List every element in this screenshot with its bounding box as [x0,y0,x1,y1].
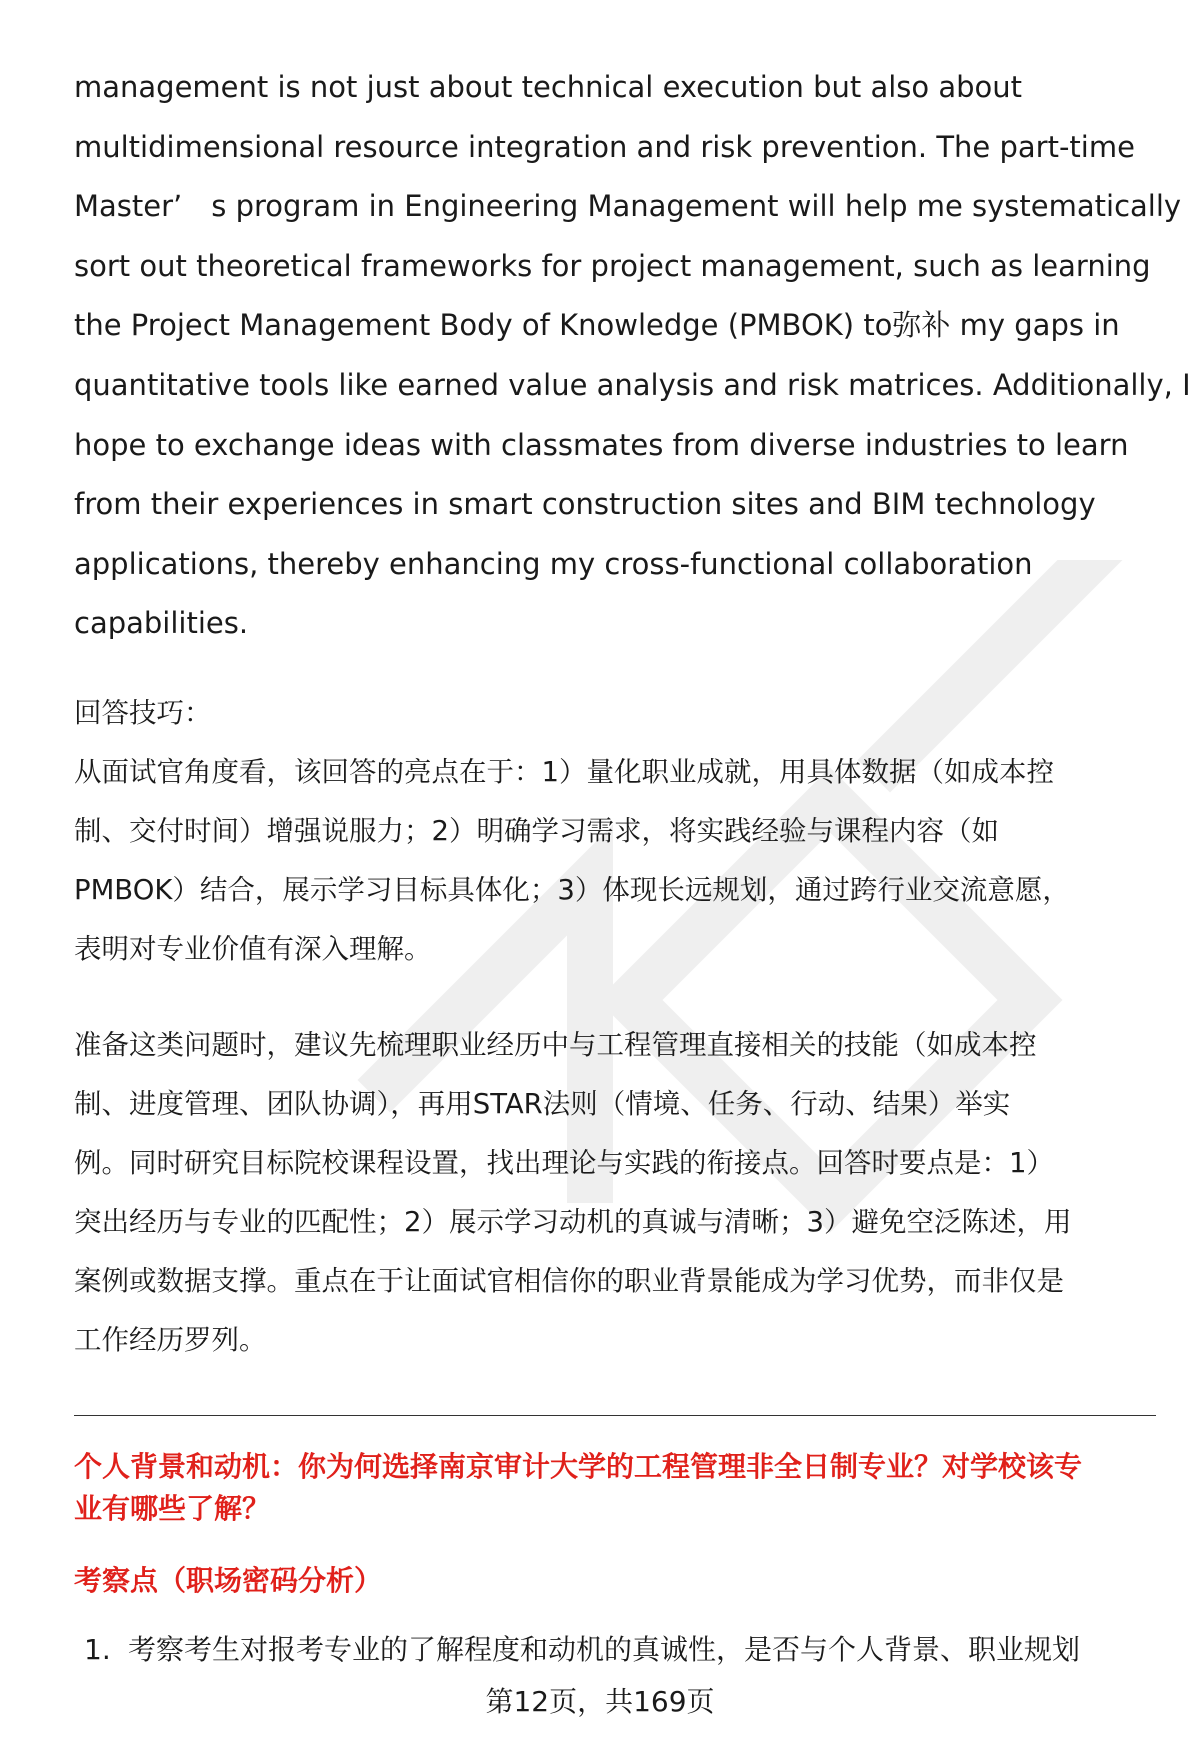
analysis-heading: 考察点（职场密码分析） [74,1564,383,1597]
text-line: applications, thereby enhancing my cross-functional collaboration [74,546,1033,581]
question-title [74,1446,1164,1530]
text-line: from their experiences in smart construction sites and BIM technology [74,487,1096,522]
question-title-line: 个人背景和动机：你为何选择南京审计大学的工程管理非全日制专业？对学校该专 [74,1450,1083,1483]
text-line: 准备这类问题时，建议先梳理职业经历中与工程管理直接相关的技能（如成本控 [74,1029,1037,1061]
text-line: 工作经历罗列。 [74,1324,267,1356]
text-line: 例。同时研究目标院校课程设置，找出理论与实践的衔接点。回答时要点是：1） [74,1147,1054,1179]
text-line: 从面试官角度看，该回答的亮点在于：1）量化职业成就，用具体数据（如成本控 [74,756,1054,788]
text-line: PMBOK）结合，展示学习目标具体化；3）体现长远规划，通过跨行业交流意愿， [74,874,1070,906]
text-line: multidimensional resource integration and risk prevention. The part-time [74,129,1135,164]
english-answer-block [74,58,1191,654]
text-line: the Project Management Body of Knowledge (PMBOK) to弥补 my gaps in [74,308,1120,343]
list-item-text: 考察考生对报考专业的了解程度和动机的真诚性，是否与个人背景、职业规划 [128,1633,1081,1666]
text-line: Master’ s program in Engineering Management will help me systematically [74,189,1182,224]
text-line: 制、交付时间）增强说服力；2）明确学习需求，将实践经验与课程内容（如 [74,815,999,847]
english-paragraph [74,58,1191,654]
text-line: capabilities. [74,606,249,641]
question-title-line: 业有哪些了解？ [74,1492,271,1525]
tips-heading: 回答技巧： [74,697,212,729]
text-line: 突出经历与专业的匹配性；2）展示学习动机的真诚与清晰；3）避免空泛陈述，用 [74,1206,1072,1238]
section-divider [74,1415,1156,1416]
list-item-number: 1. [84,1633,111,1666]
page-footer: 第12页，共169页 [485,1685,715,1718]
text-line: management is not just about technical execution but also about [74,70,1023,104]
text-line: 表明对专业价值有深入理解。 [74,933,432,965]
text-line: sort out theoretical frameworks for project management, such as learning [74,248,1151,283]
text-line: 制、进度管理、团队协调），再用STAR法则（情境、任务、行动、结果）举实 [74,1088,1011,1120]
text-line: 案例或数据支撑。重点在于让面试官相信你的职业背景能成为学习优势，而非仅是 [74,1265,1064,1297]
text-line: quantitative tools like earned value analysis and risk matrices. Additionally, I [74,367,1191,402]
list-item [84,1628,1080,1668]
text-line: hope to exchange ideas with classmates from diverse industries to learn [74,427,1129,462]
